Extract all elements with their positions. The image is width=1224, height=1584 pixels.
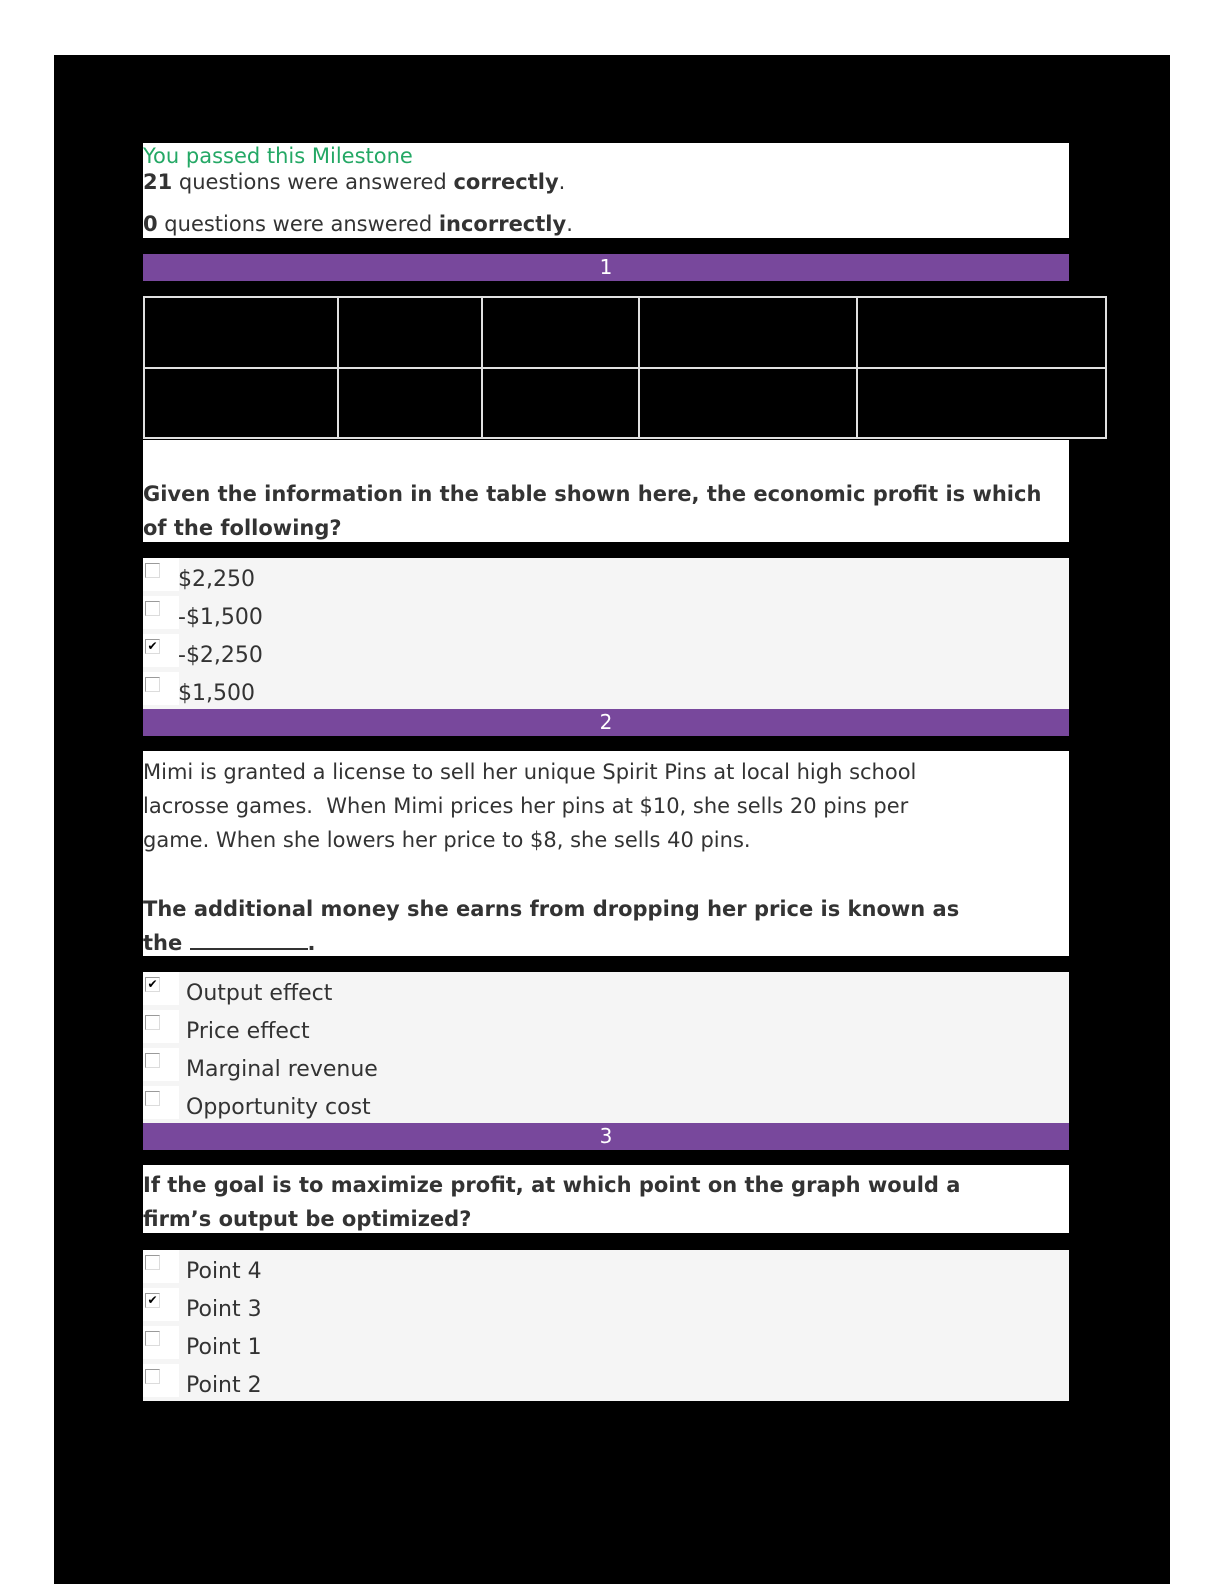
question-3-prompt bbox=[143, 1165, 1069, 1233]
checkbox-cell bbox=[143, 1250, 179, 1283]
checkbox-cell bbox=[143, 672, 179, 705]
table-cell bbox=[144, 368, 338, 439]
checkbox-unchecked-icon[interactable] bbox=[145, 1369, 160, 1384]
question-2-options bbox=[143, 972, 1069, 1123]
table-cell bbox=[639, 368, 857, 439]
checkbox-cell bbox=[143, 1364, 179, 1397]
answer-option[interactable] bbox=[143, 558, 1069, 596]
checkbox-cell bbox=[143, 634, 179, 667]
answer-option[interactable] bbox=[143, 1326, 1069, 1364]
answer-option[interactable] bbox=[143, 1048, 1069, 1086]
checkbox-unchecked-icon[interactable] bbox=[145, 677, 160, 692]
checkbox-cell bbox=[143, 1288, 179, 1321]
question-2-header: 2 bbox=[143, 709, 1069, 736]
question-1-header: 1 bbox=[143, 254, 1069, 281]
checkbox-cell bbox=[143, 558, 179, 591]
incorrect-text: questions were answered bbox=[157, 212, 439, 236]
question-2-line-3: game. When she lowers her price to $8, she sells 40 pins. bbox=[143, 828, 751, 852]
checkbox-unchecked-icon[interactable] bbox=[145, 1053, 160, 1068]
checkbox-checked-icon[interactable]: ✔ bbox=[145, 1293, 160, 1308]
correct-text: questions were answered bbox=[172, 170, 454, 194]
option-label: Point 4 bbox=[186, 1259, 262, 1284]
checkbox-unchecked-icon[interactable] bbox=[145, 563, 160, 578]
table-cell bbox=[338, 368, 482, 439]
table-cell bbox=[144, 297, 338, 368]
correct-count: 21 bbox=[143, 170, 173, 194]
table-cell bbox=[482, 297, 639, 368]
answer-option[interactable] bbox=[143, 1010, 1069, 1048]
answer-option[interactable] bbox=[143, 1288, 1069, 1326]
answer-option[interactable] bbox=[143, 1364, 1069, 1402]
question-2-line-2: lacrosse games. When Mimi prices her pins at $10, she sells 20 pins per bbox=[143, 794, 909, 818]
question-2-bold-the: the bbox=[143, 931, 183, 955]
option-label: Marginal revenue bbox=[186, 1057, 378, 1082]
option-label: $1,500 bbox=[178, 681, 255, 706]
answer-option[interactable] bbox=[143, 672, 1069, 710]
option-label: Opportunity cost bbox=[186, 1095, 371, 1120]
table-cell bbox=[857, 297, 1106, 368]
incorrect-count: 0 bbox=[143, 212, 158, 236]
table-cell bbox=[857, 368, 1106, 439]
table-row bbox=[144, 368, 1106, 439]
option-label: Output effect bbox=[186, 981, 333, 1006]
question-2-prompt bbox=[143, 751, 1069, 956]
question-1-text: Given the information in the table shown here, the economic profit is which of the following? bbox=[143, 482, 1042, 540]
option-label: $2,250 bbox=[178, 567, 255, 592]
checkbox-cell bbox=[143, 972, 179, 1005]
pass-status: You passed this Milestone bbox=[143, 144, 413, 168]
table-cell bbox=[482, 368, 639, 439]
checkbox-cell bbox=[143, 596, 179, 629]
checkbox-cell bbox=[143, 1048, 179, 1081]
answer-option[interactable] bbox=[143, 596, 1069, 634]
question-3-options bbox=[143, 1250, 1069, 1401]
question-3-bold-line-2: firm’s output be optimized? bbox=[143, 1207, 472, 1231]
period: . bbox=[566, 212, 573, 236]
fill-in-blank bbox=[190, 926, 308, 950]
answer-option[interactable] bbox=[143, 1250, 1069, 1288]
correct-summary bbox=[143, 169, 565, 195]
option-label: Point 2 bbox=[186, 1373, 262, 1398]
checkbox-cell bbox=[143, 1010, 179, 1043]
checkbox-unchecked-icon[interactable] bbox=[145, 601, 160, 616]
option-label: Point 3 bbox=[186, 1297, 262, 1322]
table-cell bbox=[639, 297, 857, 368]
checkbox-cell bbox=[143, 1086, 179, 1119]
checkbox-checked-icon[interactable]: ✔ bbox=[145, 977, 160, 992]
incorrect-word: incorrectly bbox=[438, 212, 567, 236]
option-label: Price effect bbox=[186, 1019, 310, 1044]
checkbox-unchecked-icon[interactable] bbox=[145, 1255, 160, 1270]
answer-option[interactable] bbox=[143, 634, 1069, 672]
checkbox-unchecked-icon[interactable] bbox=[145, 1331, 160, 1346]
period: . bbox=[558, 170, 566, 194]
checkbox-cell bbox=[143, 1326, 179, 1359]
option-label: -$2,250 bbox=[178, 643, 263, 668]
question-3-bold-line-1: If the goal is to maximize profit, at which point on the graph would a bbox=[143, 1173, 961, 1197]
option-label: Point 1 bbox=[186, 1335, 262, 1360]
question-3-header: 3 bbox=[143, 1123, 1069, 1150]
option-label: -$1,500 bbox=[178, 605, 263, 630]
question-2-bold-end: . bbox=[307, 931, 316, 955]
checkbox-checked-icon[interactable]: ✔ bbox=[145, 639, 160, 654]
question-2-line-1: Mimi is granted a license to sell her unique Spirit Pins at local high school bbox=[143, 760, 917, 784]
checkbox-unchecked-icon[interactable] bbox=[145, 1091, 160, 1106]
answer-option[interactable] bbox=[143, 972, 1069, 1010]
table-cell bbox=[338, 297, 482, 368]
question-2-bold-line-2 bbox=[143, 926, 316, 960]
question-2-bold-line-1: The additional money she earns from dropping her price is known as bbox=[143, 897, 960, 921]
results-summary bbox=[143, 143, 1069, 238]
correct-word: correctly bbox=[453, 170, 559, 194]
question-1-prompt bbox=[143, 440, 1069, 542]
question-1-table bbox=[143, 296, 1107, 439]
checkbox-unchecked-icon[interactable] bbox=[145, 1015, 160, 1030]
table-row bbox=[144, 297, 1106, 368]
incorrect-summary bbox=[143, 211, 573, 237]
question-1-options bbox=[143, 558, 1069, 710]
answer-option[interactable] bbox=[143, 1086, 1069, 1124]
